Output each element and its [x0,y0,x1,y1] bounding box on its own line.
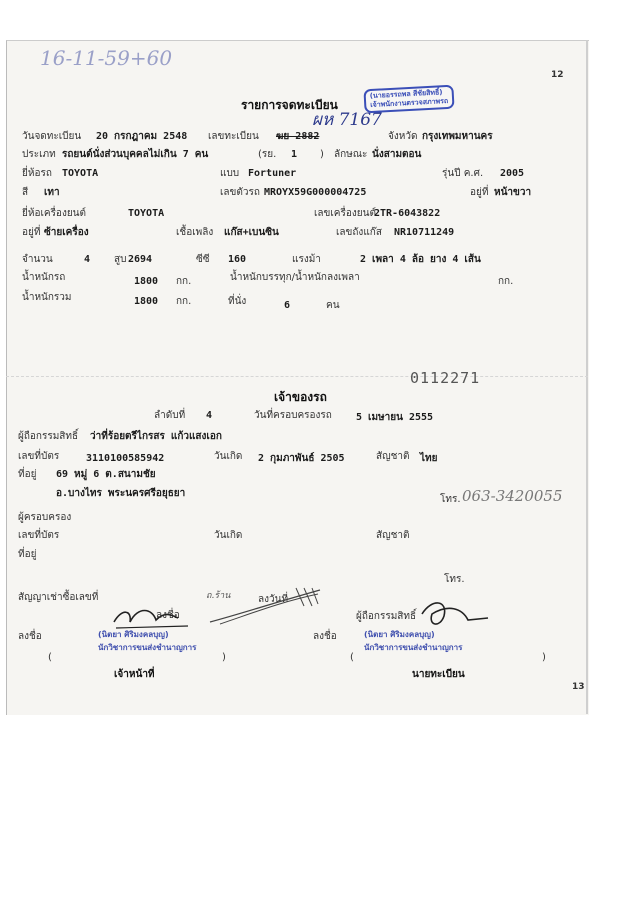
reg-date-label: วันจดทะเบียน [22,131,82,142]
officer-role-left: เจ้าหน้าที่ [114,669,155,680]
signature-right [392,594,492,638]
addr-label: ที่อยู่ [18,469,37,480]
vin-pos-label: อยู่ที่ [470,187,489,198]
weight-value: 1800 [134,276,159,287]
cyl-label: สูบ [114,254,127,265]
kg-unit: กก. [176,296,192,307]
signature-lease [200,584,330,634]
seats-label: ที่นั่ง [228,296,247,307]
province-label: จังหวัด [388,131,418,142]
stamp-line: (นิตยา ศิริมงคลบุญ) [98,630,169,639]
handwritten-number: 16-11-59+60 [40,46,173,70]
page-fold [6,376,588,377]
holder-label: ผู้ครอบครอง [18,512,72,523]
vin-value: MROYX59G000004725 [264,187,367,198]
stamp-line: เจ้าพนักงานตรวจสภาพรถ [370,96,449,110]
code-close: ) [320,149,324,160]
lease-handwritten: ถ.ร้าน [206,591,231,601]
plate-value: ฆย 2882 [276,131,320,142]
type-value: รถยนต์นั่งส่วนบุคคลไม่เกิน 7 คน [62,149,209,160]
id-value: 3110100585942 [86,453,165,464]
color-label: สี [22,187,29,198]
tank-value: NR10711249 [394,227,455,238]
style-label: ลักษณะ [334,149,368,160]
id2-label: เลขที่บัตร [18,530,60,541]
since-label: วันที่ครอบครองรถ [254,410,332,421]
paren-left: ( [48,652,52,663]
page-number-top: 12 [551,70,564,80]
registration-title: รายการจดทะเบียน [241,98,338,112]
handwritten-plate: ผห 7167 [312,110,382,130]
load-label: น้ำหนักบรรทุก/น้ำหนักลงเพลา [230,272,360,283]
owner-name: ว่าที่ร้อยตรีไกรสร แก้วแสงเอก [90,431,222,442]
paren-left-close: ) [222,652,226,663]
gross-label: น้ำหนักรวม [22,292,72,303]
page-edge [586,40,588,714]
style-value: นั่งสามตอน [372,149,422,160]
tel2-label: โทร. [444,574,465,585]
tank-label: เลขถังแก๊ส [336,227,382,238]
brand-value: TOYOTA [62,168,99,179]
plate-label: เลขทะเบียน [208,131,259,142]
since-value: 5 เมษายน 2555 [356,412,434,423]
engine-brand-label: ยี่ห้อเครื่องยนต์ [22,208,87,219]
tel-handwritten: 063-3420055 [462,487,563,505]
cc-label: ซีซี [196,254,210,265]
persons-unit: คน [326,300,340,311]
province-value: กรุงเทพมหานคร [422,131,493,142]
engine-pos-value: ซ้ายเครื่อง [44,227,89,238]
kg-unit: กก. [498,276,514,287]
engine-no-label: เลขเครื่องยนต์ [314,208,376,219]
count-label: จำนวน [22,254,53,265]
engine-pos-label: อยู่ที่ [22,227,41,238]
engine-brand-value: TOYOTA [128,208,165,219]
seq-value: 4 [206,410,213,421]
stamp-line: นักวิชาการขนส่งชำนาญการ [98,643,197,652]
owner-label: ผู้ถือกรรมสิทธิ์ [18,431,79,442]
stamp-line: (นายอรรถพล สีชัยสิทธิ์) [369,88,443,101]
dob-value: 2 กุมภาพันธ์ 2505 [258,453,345,464]
sign-label-right: ลงชื่อ [313,631,337,642]
dob-label: วันเกิด [214,451,243,462]
addr-line-2: อ.บางไทร พระนครศรีอยุธยา [56,488,186,499]
paren-right: ( [350,652,354,663]
lease-label: สัญญาเช่าซื้อเลขที่ [18,592,99,603]
model-value: Fortuner [248,168,297,179]
dob2-label: วันเกิด [214,530,243,541]
addr2-label: ที่อยู่ [18,549,37,560]
sign-label-left: ลงชื่อ [18,631,42,642]
tel-label: โทร. [440,494,461,505]
id-label: เลขที่บัตร [18,451,60,462]
stamp-line: นักวิชาการขนส่งชำนาญการ [364,643,463,652]
seats-value: 6 [284,300,291,311]
cyl-value: 2694 [128,254,153,265]
seq-label: ลำดับที่ [154,410,186,421]
type-label: ประเภท [22,149,56,160]
reg-date-value: 20 กรกฎาคม 2548 [96,131,188,142]
color-value: เทา [44,187,60,198]
gross-value: 1800 [134,296,159,307]
nat2-label: สัญชาติ [376,530,410,541]
brand-label: ยี่ห้อรถ [22,168,52,179]
year-label: รุ่นปี ค.ศ. [442,168,484,179]
page-number-bottom: 13 [572,682,585,692]
lease-date-label: ลงวันที่ [258,594,289,605]
nat-label: สัญชาติ [376,451,410,462]
officer-role-right: นายทะเบียน [412,669,465,680]
vin-label: เลขตัวรถ [220,187,260,198]
signature-left [108,596,198,636]
vin-pos-value: หน้าขวา [494,187,532,198]
cc-value: 160 [228,254,247,265]
code-label: (รย. [258,149,277,160]
serial-number: 0112271 [410,369,481,387]
owner-sign-label: ผู้ถือกรรมสิทธิ์ [356,611,417,622]
engine-no-value: 2TR-6043822 [374,208,441,219]
count-value: 4 [84,254,91,265]
drive-value: 2 เพลา 4 ล้อ ยาง 4 เส้น [360,254,481,265]
hp-label: แรงม้า [292,254,321,265]
inspector-stamp [363,85,454,114]
paren-right-close: ) [542,652,546,663]
code-value: 1 [291,149,298,160]
kg-unit: กก. [176,276,192,287]
stamp-line: (นิตยา ศิริมงคลบุญ) [364,630,435,639]
year-value: 2005 [500,168,525,179]
nat-value: ไทย [420,453,438,464]
owner-title: เจ้าของรถ [274,390,327,404]
lease-sign-label: ลงชื่อ [156,610,180,621]
addr-line-1: 69 หมู่ 6 ต.สนามชัย [56,469,156,480]
fuel-value: แก๊ส+เบนซิน [224,227,279,238]
model-label: แบบ [220,168,240,179]
weight-label: น้ำหนักรถ [22,272,66,283]
fuel-label: เชื้อเพลิง [176,227,214,238]
